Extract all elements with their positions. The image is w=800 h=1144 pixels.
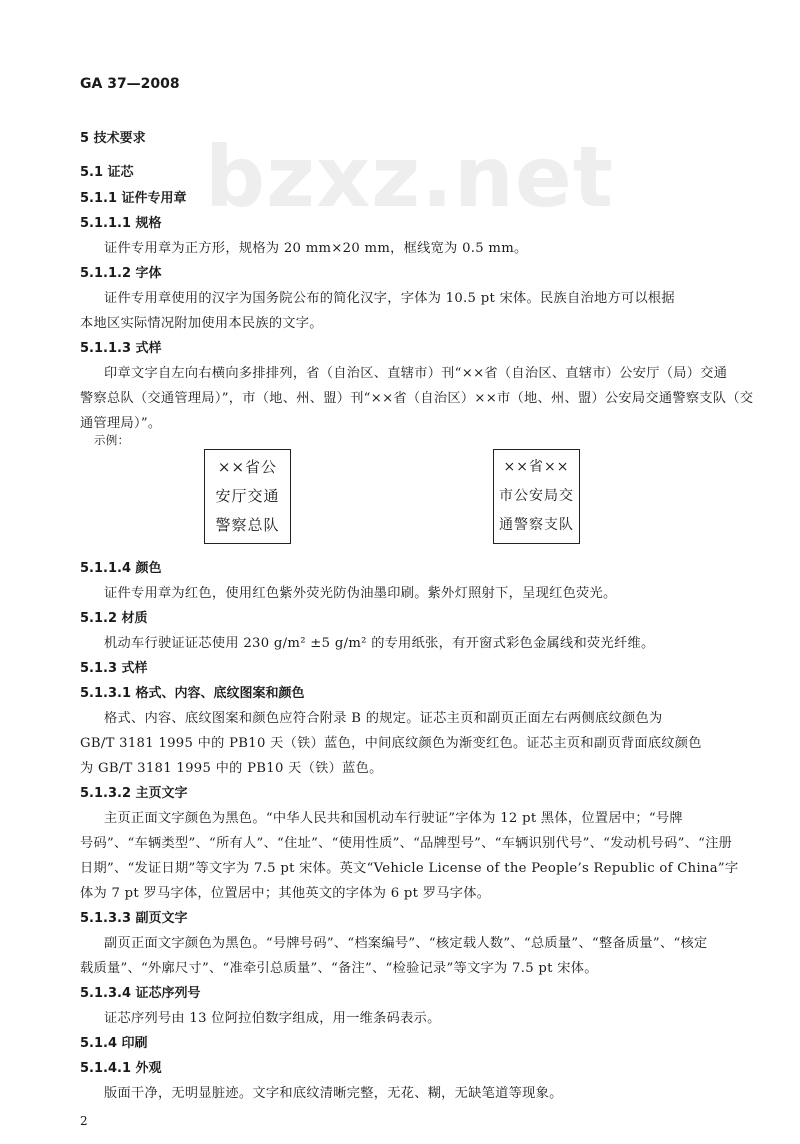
paragraph: 本地区实际情况附加使用本民族的文字。 bbox=[80, 316, 323, 331]
heading-5-1-1-4: 5.1.1.4 颜色 bbox=[80, 561, 162, 576]
seal-line: ××省×× bbox=[503, 459, 570, 475]
paragraph: 载质量”、“外廓尺寸”、“准牵引总质量”、“备注”、“检验记录”等文字为 7.5 pt 宋体。 bbox=[80, 961, 598, 976]
seal-line: 通警察支队 bbox=[499, 517, 574, 533]
heading-5-1-1-1: 5.1.1.1 规格 bbox=[80, 216, 162, 231]
heading-5-1-3-2: 5.1.3.2 主页文字 bbox=[80, 786, 188, 801]
heading-5-1: 5.1 证芯 bbox=[80, 165, 134, 180]
seal-example-right bbox=[493, 449, 580, 544]
standard-number: GA 37—2008 bbox=[80, 76, 180, 92]
paragraph: 版面干净，无明显脏迹。文字和底纹清晰完整，无花、糊，无缺笔道等现象。 bbox=[104, 1086, 563, 1101]
seal-line: 安厅交通 bbox=[215, 487, 280, 505]
paragraph: 证件专用章为红色，使用红色紫外荧光防伪油墨印刷。紫外灯照射下，呈现红色荧光。 bbox=[104, 586, 617, 601]
paragraph: 副页正面文字颜色为黑色。“号牌号码”、“档案编号”、“核定载人数”、“总质量”、“整备质量”、“核定 bbox=[104, 936, 708, 951]
paragraph: 为 GB/T 3181 1995 中的 PB10 天（铁）蓝色。 bbox=[80, 761, 383, 776]
paragraph: 格式、内容、底纹图案和颜色应符合附录 B 的规定。证芯主页和副页正面左右两侧底纹颜色为 bbox=[104, 711, 663, 726]
heading-5-1-3-4: 5.1.3.4 证芯序列号 bbox=[80, 986, 201, 1001]
heading-5: 5 技术要求 bbox=[80, 131, 146, 146]
page-number: 2 bbox=[80, 1114, 88, 1128]
paragraph: 通管理局）”。 bbox=[80, 416, 162, 431]
paragraph: 警察总队（交通管理局）”，市（地、州、盟）刊“××省（自治区）××市（地、州、盟）公安局交通警察支队（交 bbox=[80, 391, 754, 406]
heading-5-1-4: 5.1.4 印刷 bbox=[80, 1036, 148, 1051]
paragraph: 机动车行驶证证芯使用 230 g/m² ±5 g/m² 的专用纸张，有开窗式彩色金属线和荧光纤维。 bbox=[104, 636, 655, 651]
heading-5-1-3: 5.1.3 式样 bbox=[80, 661, 148, 676]
paragraph: 号码”、“车辆类型”、“所有人”、“住址”、“使用性质”、“品牌型号”、“车辆识别代号”、“发动机号码”、“注册 bbox=[80, 836, 733, 851]
paragraph: 证件专用章为正方形，规格为 20 mm×20 mm，框线宽为 0.5 mm。 bbox=[104, 241, 528, 256]
heading-5-1-2: 5.1.2 材质 bbox=[80, 611, 148, 626]
heading-5-1-4-1: 5.1.4.1 外观 bbox=[80, 1061, 162, 1076]
seal-line: ××省公 bbox=[217, 458, 278, 476]
heading-5-1-3-3: 5.1.3.3 副页文字 bbox=[80, 911, 188, 926]
heading-5-1-1: 5.1.1 证件专用章 bbox=[80, 191, 187, 206]
heading-5-1-1-2: 5.1.1.2 字体 bbox=[80, 266, 162, 281]
heading-5-1-3-1: 5.1.3.1 格式、内容、底纹图案和颜色 bbox=[80, 686, 305, 701]
paragraph: 印章文字自左向右横向多排排列，省（自治区、直辖市）刊“××省（自治区、直辖市）公安厅（局）交通 bbox=[104, 366, 728, 381]
paragraph: 证件专用章使用的汉字为国务院公布的简化汉字，字体为 10.5 pt 宋体。民族自治地方可以根据 bbox=[104, 291, 675, 306]
paragraph: 证芯序列号由 13 位阿拉伯数字组成，用一维条码表示。 bbox=[104, 1011, 441, 1026]
paragraph: GB/T 3181 1995 中的 PB10 天（铁）蓝色，中间底纹颜色为渐变红色。证芯主页和副页背面底纹颜色 bbox=[80, 736, 702, 751]
seal-line: 警察总队 bbox=[215, 516, 280, 534]
paragraph: 体为 7 pt 罗马字体，位置居中；其他英文的字体为 6 pt 罗马字体。 bbox=[80, 886, 491, 901]
paragraph: 日期”、“发证日期”等文字为 7.5 pt 宋体。英文“Vehicle License of the People’s Republic of China”字 bbox=[80, 861, 739, 876]
seal-line: 市公安局交 bbox=[499, 488, 574, 504]
example-label: 示例： bbox=[94, 433, 130, 447]
paragraph: 主页正面文字颜色为黑色。“中华人民共和国机动车行驶证”字体为 12 pt 黑体，位置居中；“号牌 bbox=[104, 811, 683, 826]
watermark: bzxz.net bbox=[205, 128, 614, 226]
heading-5-1-1-3: 5.1.1.3 式样 bbox=[80, 341, 162, 356]
seal-example-left bbox=[204, 449, 291, 544]
